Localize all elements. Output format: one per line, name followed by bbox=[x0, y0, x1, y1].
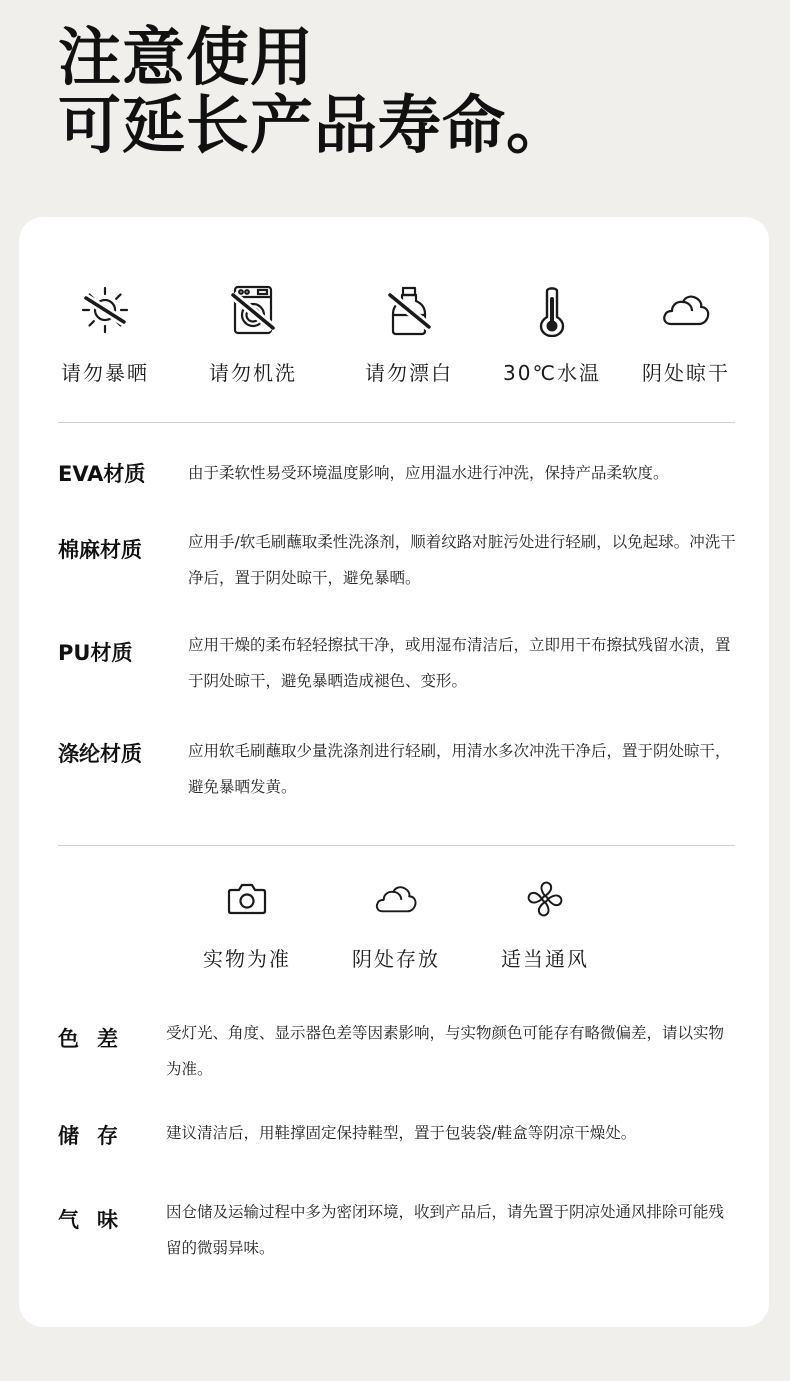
care-item-water-temp bbox=[477, 283, 627, 385]
cloud-icon bbox=[659, 283, 713, 337]
tip-label-ventilation: 适当通风 bbox=[501, 947, 589, 971]
headline bbox=[58, 21, 570, 162]
material-title: PU材质 bbox=[58, 641, 133, 665]
care-label-no-sun: 请勿暴晒 bbox=[61, 361, 149, 385]
material-desc: 由于柔软性易受环境温度影响，应用温水进行冲洗，保持产品柔软度。 bbox=[188, 464, 669, 482]
note-desc: 建议清洁后，用鞋撑固定保持鞋型，置于包装袋/鞋盒等阴凉干燥处。 bbox=[166, 1124, 637, 1142]
headline-line-1: 注意使用 bbox=[58, 21, 314, 94]
note-desc: 因仓储及运输过程中多为密闭环境，收到产品后，请先置于阴凉处通风排除可能残留的微弱异味。 bbox=[166, 1203, 725, 1257]
care-card bbox=[19, 217, 769, 1327]
care-label-shade-dry: 阴处晾干 bbox=[642, 361, 730, 385]
tip-label-shade-storage: 阴处存放 bbox=[352, 947, 440, 971]
care-item-no-machine-wash bbox=[178, 283, 328, 385]
tip-item-shade-storage bbox=[321, 877, 471, 971]
care-item-shade-dry bbox=[611, 283, 761, 385]
no-sun-icon bbox=[78, 283, 132, 337]
note-desc: 受灯光、角度、显示器色差等因素影响，与实物颜色可能存有略微偏差，请以实物为准。 bbox=[166, 1024, 725, 1078]
thermometer-icon bbox=[525, 283, 579, 337]
note-title: 储存 bbox=[58, 1124, 136, 1148]
camera-icon bbox=[225, 877, 269, 921]
divider-middle bbox=[58, 845, 735, 846]
tip-item-ventilation bbox=[470, 877, 620, 971]
divider-top bbox=[58, 422, 735, 423]
material-title: 棉麻材质 bbox=[58, 538, 142, 562]
material-desc: 应用干燥的柔布轻轻擦拭干净，或用湿布清洁后，立即用干布擦拭残留水渍，置于阴处晾干，避免暴晒造成褪色、变形。 bbox=[188, 636, 731, 690]
note-title: 色差 bbox=[58, 1027, 136, 1051]
fan-icon bbox=[523, 877, 567, 921]
material-title: 涤纶材质 bbox=[58, 742, 142, 766]
care-item-no-sun bbox=[30, 283, 180, 385]
tip-label-actual-product: 实物为准 bbox=[203, 947, 291, 971]
no-machine-wash-icon bbox=[226, 283, 280, 337]
material-title: EVA材质 bbox=[58, 462, 146, 486]
care-label-no-machine-wash: 请勿机洗 bbox=[209, 361, 297, 385]
headline-line-2: 可延长产品寿命。 bbox=[58, 89, 570, 162]
care-item-no-bleach bbox=[334, 283, 484, 385]
material-desc: 应用软毛刷蘸取少量洗涤剂进行轻刷，用清水多次冲洗干净后，置于阴处晾干，避免暴晒发黄。 bbox=[188, 742, 731, 796]
care-label-no-bleach: 请勿漂白 bbox=[365, 361, 453, 385]
material-desc: 应用手/软毛刷蘸取柔性洗涤剂，顺着纹路对脏污处进行轻刷，以免起球。冲洗干净后，置于阴处晾干，避免暴晒。 bbox=[188, 533, 736, 587]
cloud-icon bbox=[372, 877, 420, 921]
care-label-water-temp: 30℃水温 bbox=[503, 361, 601, 385]
no-bleach-icon bbox=[382, 283, 436, 337]
note-title: 气味 bbox=[58, 1208, 136, 1232]
tip-item-actual-product bbox=[172, 877, 322, 971]
